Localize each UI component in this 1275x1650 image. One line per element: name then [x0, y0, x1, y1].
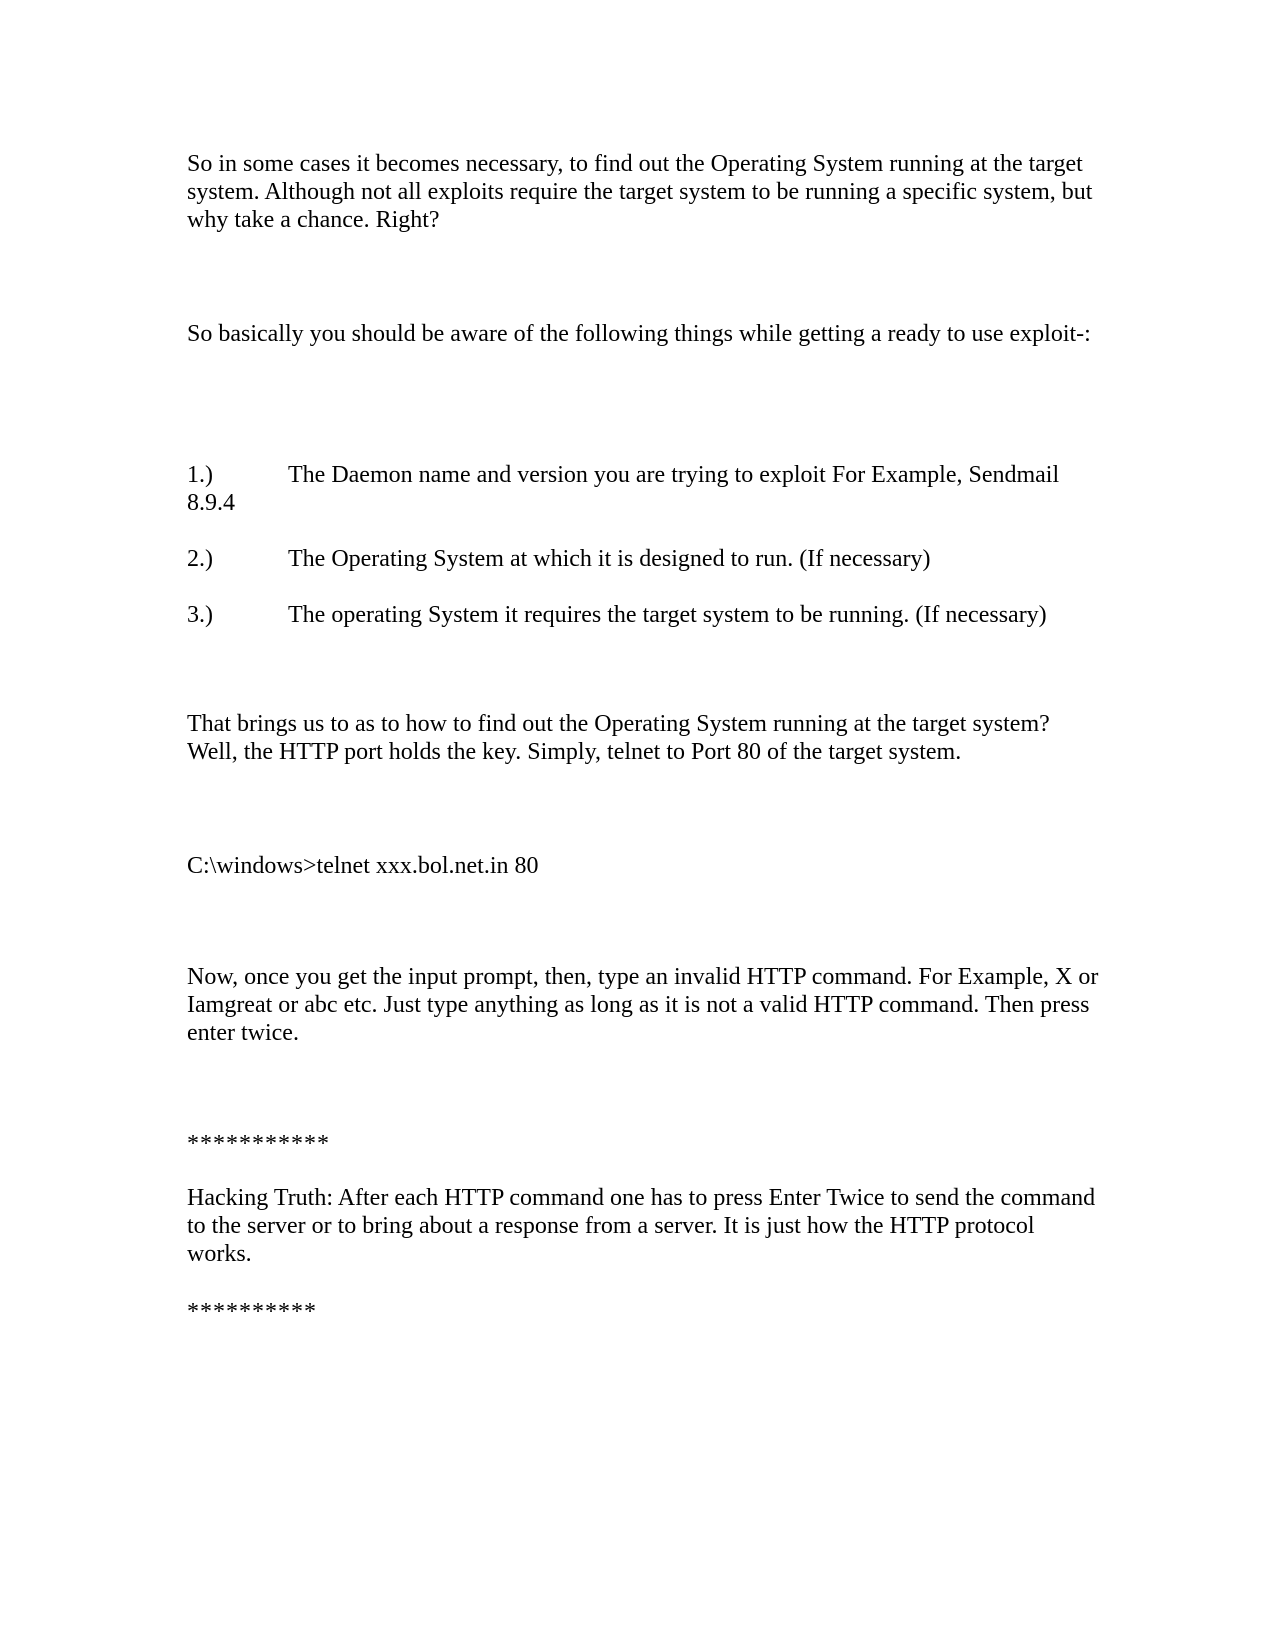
- list-item-1: [187, 461, 1102, 517]
- list-item-3: [187, 601, 1102, 629]
- list-item-1-text: The Daemon name and version you are trying to exploit For Example, Sendmail 8.9.4: [187, 462, 1060, 516]
- paragraph-http-port: That brings us to as to how to find out the Operating System running at the target system? Well, the HTTP port holds the key. Simply, telnet to Port 80 of the target system.: [187, 711, 1050, 765]
- list-item-3-number: 3.): [187, 602, 213, 628]
- separator-bottom: **********: [187, 1299, 317, 1325]
- telnet-command: C:\windows>telnet xxx.bol.net.in 80: [187, 853, 539, 879]
- list-item-1-number: 1.): [187, 462, 213, 488]
- list-item-2-number: 2.): [187, 546, 213, 572]
- separator-top: ***********: [187, 1131, 330, 1157]
- hacking-truth: Hacking Truth: After each HTTP command one has to press Enter Twice to send the command to the server or to bring about a response from a server. It is just how the HTTP protocol works.: [187, 1185, 1096, 1267]
- list-item-3-text: The operating System it requires the target system to be running. (If necessary): [288, 602, 1047, 628]
- paragraph-awareness: So basically you should be aware of the following things while getting a ready to use exploit-:: [187, 321, 1091, 347]
- list-item-2: [187, 545, 1102, 573]
- paragraph-intro: So in some cases it becomes necessary, to find out the Operating System running at the target system. Although not all exploits require the target system to be running a specific system, but why take a chance. Right?: [187, 151, 1093, 233]
- paragraph-invalid-command: Now, once you get the input prompt, then, type an invalid HTTP command. For Example, X or Iamgreat or abc etc. Just type anything as long as it is not a valid HTTP command. Then press enter twice.: [187, 964, 1099, 1046]
- list-item-2-text: The Operating System at which it is designed to run. (If necessary): [288, 546, 931, 572]
